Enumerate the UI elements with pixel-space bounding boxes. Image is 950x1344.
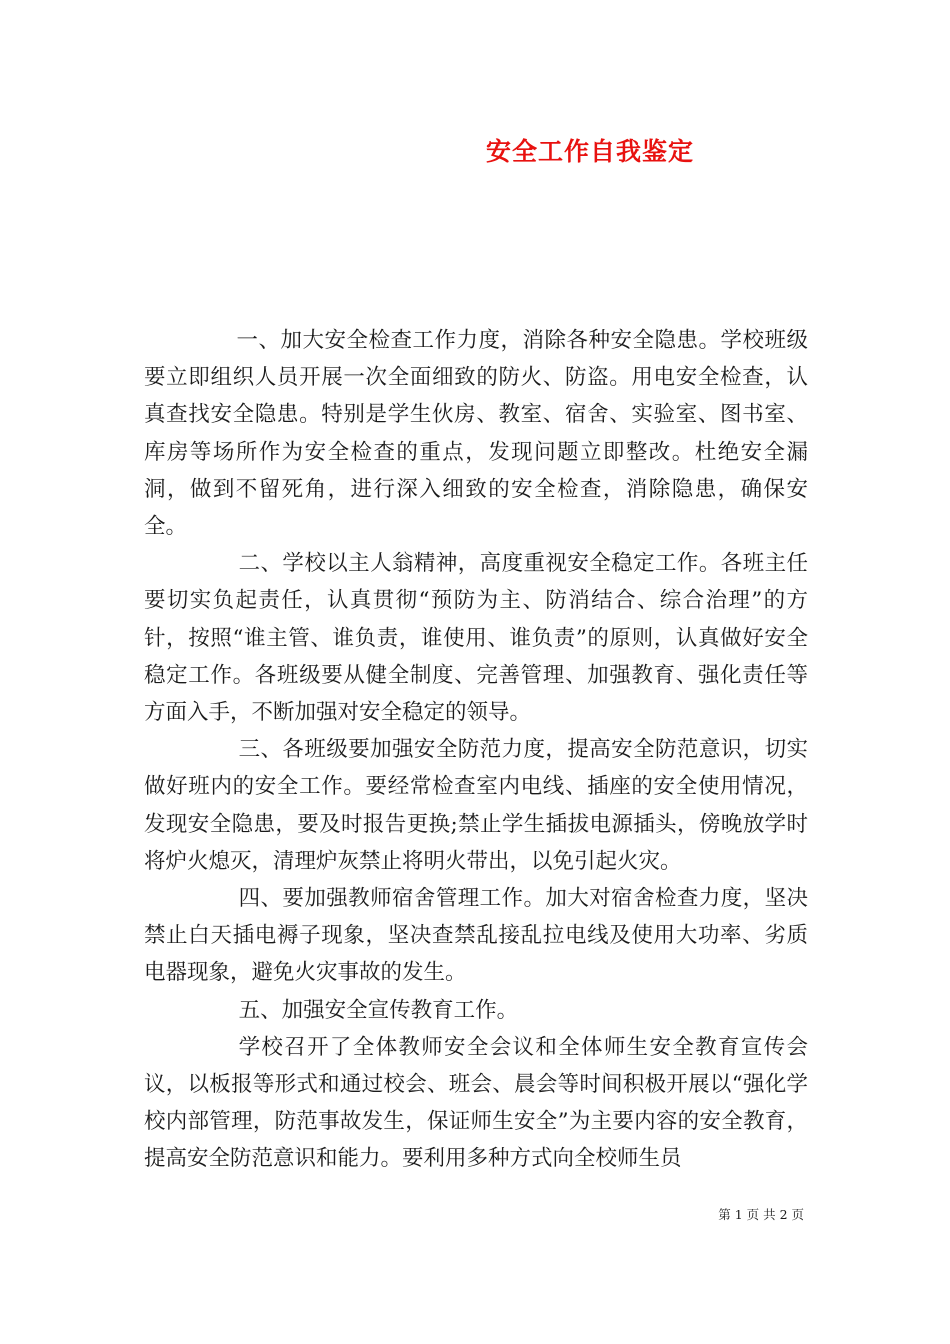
page-number: 第 1 页 共 2 页 (718, 1207, 804, 1222)
document-body (144, 322, 808, 1178)
paragraph-2: 二、学校以主人翁精神，高度重视安全稳定工作。各班主任要切实负起责任，认真贯彻“预防为主、防消结合、综合治理”的方针，按照“谁主管、谁负责，谁使用、谁负责”的原则，认真做好安全稳定工作。各班级要从健全制度、完善管理、加强教育、强化责任等方面入手，不断加强对安全稳定的领导。 (144, 551, 808, 726)
paragraph-4: 四、要加强教师宿舍管理工作。加大对宿舍检查力度，坚决禁止白天插电褥子现象，坚决查禁乱接乱拉电线及使用大功率、劣质电器现象，避免火灾事故的发生。 (144, 886, 808, 986)
paragraph-3: 三、各班级要加强安全防范力度，提高安全防范意识，切实做好班内的安全工作。要经常检查室内电线、插座的安全使用情况，发现安全隐患，要及时报告更换;禁止学生插拔电源插头，傍晚放学时将炉火熄灭，清理炉灰禁止将明火带出，以免引起火灾。 (144, 737, 808, 874)
paragraph-5: 五、加强安全宣传教育工作。 (238, 997, 519, 1023)
paragraph-1: 一、加大安全检查工作力度，消除各种安全隐患。学校班级要立即组织人员开展一次全面细致的防火、防盗。用电安全检查，认真查找安全隐患。特别是学生伙房、教室、宿舍、实验室、图书室、库房等场所作为安全检查的重点，发现问题立即整改。杜绝安全漏洞，做到不留死角，进行深入细致的安全检查，消除隐患，确保安全。 (144, 328, 808, 540)
document-title: 安全工作自我鉴定 (485, 137, 694, 166)
paragraph-6: 学校召开了全体教师安全会议和全体师生安全教育宣传会议，以板报等形式和通过校会、班会、晨会等时间积极开展以“强化学校内部管理，防范事故发生，保证师生安全”为主要内容的安全教育，提高安全防范意识和能力。要利用多种方式向全校师生员 (144, 1034, 808, 1172)
